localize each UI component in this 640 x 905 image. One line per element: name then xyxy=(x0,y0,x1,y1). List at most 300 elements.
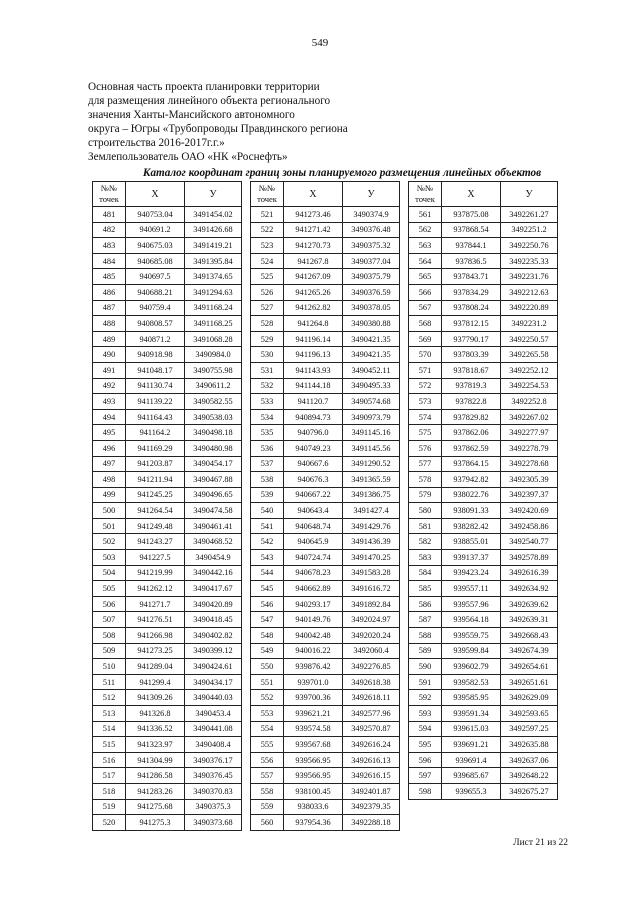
y-coordinate-cell: 3490373.68 xyxy=(185,815,242,831)
y-coordinate-cell: 3492252.12 xyxy=(501,362,558,378)
x-coordinate-cell: 939574.58 xyxy=(284,721,343,737)
x-coordinate-cell: 941219.99 xyxy=(126,565,185,581)
y-coordinate-cell: 3492261.27 xyxy=(501,207,558,223)
x-coordinate-cell: 941211.94 xyxy=(126,472,185,488)
x-coordinate-cell: 941120.7 xyxy=(284,394,343,410)
x-coordinate-cell: 939559.75 xyxy=(442,628,501,644)
x-coordinate-cell: 940645.9 xyxy=(284,534,343,550)
table-row xyxy=(93,518,242,534)
table-row xyxy=(93,440,242,456)
y-coordinate-cell: 3492616.39 xyxy=(501,565,558,581)
x-coordinate-cell: 941275.3 xyxy=(126,815,185,831)
x-coordinate-cell: 940675.03 xyxy=(126,238,185,254)
x-coordinate-cell: 940678.23 xyxy=(284,565,343,581)
table-row xyxy=(251,690,400,706)
x-coordinate-cell: 940688.21 xyxy=(126,284,185,300)
x-coordinate-cell: 941283.26 xyxy=(126,783,185,799)
table-row xyxy=(251,269,400,285)
y-coordinate-cell: 3492250.76 xyxy=(501,238,558,254)
y-coordinate-cell: 3490442.16 xyxy=(185,565,242,581)
table-row xyxy=(409,425,558,441)
table-row xyxy=(409,347,558,363)
point-number-cell: 496 xyxy=(93,440,126,456)
table-row xyxy=(251,783,400,799)
point-number-cell: 583 xyxy=(409,550,442,566)
point-number-cell: 557 xyxy=(251,768,284,784)
y-coordinate-cell: 3490461.41 xyxy=(185,518,242,534)
y-coordinate-cell: 3491395.84 xyxy=(185,253,242,269)
num-header-line2: точек xyxy=(415,194,435,204)
y-coordinate-cell: 3492212.63 xyxy=(501,284,558,300)
point-number-cell: 493 xyxy=(93,394,126,410)
x-coordinate-cell: 939564.18 xyxy=(442,612,501,628)
y-coordinate-cell: 3490408.4 xyxy=(185,737,242,753)
point-number-cell: 527 xyxy=(251,300,284,316)
point-number-cell: 545 xyxy=(251,581,284,597)
point-number-cell: 587 xyxy=(409,612,442,628)
x-coordinate-cell: 940149.76 xyxy=(284,612,343,628)
header-line: для размещения линейного объекта регионального xyxy=(88,95,331,107)
point-number-cell: 500 xyxy=(93,503,126,519)
point-number-cell: 580 xyxy=(409,503,442,519)
point-number-cell: 538 xyxy=(251,472,284,488)
x-coordinate-cell: 941326.8 xyxy=(126,706,185,722)
y-coordinate-cell: 3490418.45 xyxy=(185,612,242,628)
y-coordinate-cell: 3490417.67 xyxy=(185,581,242,597)
point-number-cell: 517 xyxy=(93,768,126,784)
table-row xyxy=(409,394,558,410)
table-row xyxy=(251,581,400,597)
point-number-cell: 589 xyxy=(409,643,442,659)
point-number-cell: 555 xyxy=(251,737,284,753)
y-coordinate-cell: 3492618.11 xyxy=(343,690,400,706)
table-row xyxy=(251,456,400,472)
table-row xyxy=(93,253,242,269)
y-coordinate-cell: 3492267.02 xyxy=(501,409,558,425)
point-number-cell: 495 xyxy=(93,425,126,441)
y-coordinate-cell: 3491426.68 xyxy=(185,222,242,238)
table-row xyxy=(251,487,400,503)
y-coordinate-cell: 3492629.09 xyxy=(501,690,558,706)
point-number-cell: 523 xyxy=(251,238,284,254)
point-number-cell: 482 xyxy=(93,222,126,238)
table-row xyxy=(251,815,400,831)
y-coordinate-cell: 3492379.35 xyxy=(343,799,400,815)
y-coordinate-cell: 3492654.61 xyxy=(501,659,558,675)
num-header-line2: точек xyxy=(99,194,119,204)
num-header-line1: №№ xyxy=(100,183,118,193)
x-coordinate-cell: 941143.93 xyxy=(284,362,343,378)
sheet-footer: Лист 21 из 22 xyxy=(513,838,568,848)
x-coordinate-cell: 940676.3 xyxy=(284,472,343,488)
header-line: значения Ханты-Мансийского автономного xyxy=(88,109,295,121)
table-row xyxy=(251,378,400,394)
x-coordinate-cell: 941266.98 xyxy=(126,628,185,644)
num-column-header xyxy=(93,182,126,207)
point-number-cell: 512 xyxy=(93,690,126,706)
table-row xyxy=(93,783,242,799)
y-coordinate-cell: 3492020.24 xyxy=(343,628,400,644)
x-coordinate-cell: 941169.29 xyxy=(126,440,185,456)
y-coordinate-cell: 3492635.88 xyxy=(501,737,558,753)
point-number-cell: 515 xyxy=(93,737,126,753)
num-column-header xyxy=(251,182,284,207)
x-coordinate-cell: 939591.34 xyxy=(442,706,501,722)
table-header-row xyxy=(251,182,400,207)
x-coordinate-cell: 937818.67 xyxy=(442,362,501,378)
table-row xyxy=(409,440,558,456)
y-coordinate-cell: 3490399.12 xyxy=(185,643,242,659)
y-coordinate-cell: 3492250.57 xyxy=(501,331,558,347)
point-number-cell: 522 xyxy=(251,222,284,238)
table-row xyxy=(409,253,558,269)
point-number-cell: 518 xyxy=(93,783,126,799)
x-column-header: X xyxy=(284,182,343,207)
y-coordinate-cell: 3491168.25 xyxy=(185,316,242,332)
table-row xyxy=(93,752,242,768)
y-coordinate-cell: 3490376.48 xyxy=(343,222,400,238)
coordinates-table-block-3 xyxy=(408,181,558,800)
x-coordinate-cell: 940643.4 xyxy=(284,503,343,519)
table-row xyxy=(409,768,558,784)
point-number-cell: 562 xyxy=(409,222,442,238)
point-number-cell: 598 xyxy=(409,783,442,799)
point-number-cell: 556 xyxy=(251,752,284,768)
y-coordinate-cell: 3491386.75 xyxy=(343,487,400,503)
point-number-cell: 548 xyxy=(251,628,284,644)
point-number-cell: 554 xyxy=(251,721,284,737)
y-coordinate-cell: 3492397.37 xyxy=(501,487,558,503)
point-number-cell: 504 xyxy=(93,565,126,581)
point-number-cell: 567 xyxy=(409,300,442,316)
x-coordinate-cell: 940662.89 xyxy=(284,581,343,597)
y-coordinate-cell: 3490380.88 xyxy=(343,316,400,332)
point-number-cell: 550 xyxy=(251,659,284,675)
table-row xyxy=(251,737,400,753)
point-number-cell: 595 xyxy=(409,737,442,753)
y-coordinate-cell: 3492577.96 xyxy=(343,706,400,722)
table-row xyxy=(409,628,558,644)
y-coordinate-cell: 3491294.63 xyxy=(185,284,242,300)
table-row xyxy=(251,550,400,566)
point-number-cell: 569 xyxy=(409,331,442,347)
y-coordinate-cell: 3490440.03 xyxy=(185,690,242,706)
point-number-cell: 597 xyxy=(409,768,442,784)
table-row xyxy=(251,659,400,675)
x-coordinate-cell: 939599.84 xyxy=(442,643,501,659)
x-coordinate-cell: 941264.54 xyxy=(126,503,185,519)
point-number-cell: 481 xyxy=(93,207,126,223)
table-row xyxy=(251,565,400,581)
x-coordinate-cell: 941249.48 xyxy=(126,518,185,534)
table-row xyxy=(93,347,242,363)
x-coordinate-cell: 941286.58 xyxy=(126,768,185,784)
table-row xyxy=(251,222,400,238)
x-coordinate-cell: 937843.71 xyxy=(442,269,501,285)
point-number-cell: 507 xyxy=(93,612,126,628)
x-coordinate-cell: 938022.76 xyxy=(442,487,501,503)
point-number-cell: 544 xyxy=(251,565,284,581)
y-coordinate-cell: 3492060.4 xyxy=(343,643,400,659)
table-row xyxy=(93,222,242,238)
y-column-header: У xyxy=(343,182,400,207)
table-row xyxy=(93,316,242,332)
point-number-cell: 579 xyxy=(409,487,442,503)
x-coordinate-cell: 939137.37 xyxy=(442,550,501,566)
x-coordinate-cell: 941196.13 xyxy=(284,347,343,363)
table-row xyxy=(251,674,400,690)
y-coordinate-cell: 3492668.43 xyxy=(501,628,558,644)
table-row xyxy=(93,378,242,394)
header-line: округа – Югры «Трубопроводы Правдинского региона xyxy=(88,123,348,135)
y-coordinate-cell: 3490376.59 xyxy=(343,284,400,300)
table-row xyxy=(251,440,400,456)
point-number-cell: 585 xyxy=(409,581,442,597)
y-coordinate-cell: 3490973.79 xyxy=(343,409,400,425)
table-row xyxy=(409,721,558,737)
table-row xyxy=(251,518,400,534)
y-coordinate-cell: 3492252.8 xyxy=(501,394,558,410)
y-coordinate-cell: 3490402.82 xyxy=(185,628,242,644)
x-coordinate-cell: 939701.0 xyxy=(284,674,343,690)
point-number-cell: 592 xyxy=(409,690,442,706)
x-coordinate-cell: 941245.25 xyxy=(126,487,185,503)
x-coordinate-cell: 940918.98 xyxy=(126,347,185,363)
num-column-header xyxy=(409,182,442,207)
x-coordinate-cell: 938100.45 xyxy=(284,783,343,799)
point-number-cell: 568 xyxy=(409,316,442,332)
point-number-cell: 565 xyxy=(409,269,442,285)
point-number-cell: 574 xyxy=(409,409,442,425)
x-coordinate-cell: 938033.6 xyxy=(284,799,343,815)
y-coordinate-cell: 3492024.97 xyxy=(343,612,400,628)
table-row xyxy=(409,550,558,566)
x-coordinate-cell: 937829.82 xyxy=(442,409,501,425)
point-number-cell: 497 xyxy=(93,456,126,472)
y-coordinate-cell: 3492231.76 xyxy=(501,269,558,285)
table-row xyxy=(251,300,400,316)
y-coordinate-cell: 3491470.25 xyxy=(343,550,400,566)
table-row xyxy=(93,721,242,737)
y-coordinate-cell: 3492251.2 xyxy=(501,222,558,238)
x-coordinate-cell: 939566.95 xyxy=(284,752,343,768)
x-coordinate-cell: 937864.15 xyxy=(442,456,501,472)
point-number-cell: 526 xyxy=(251,284,284,300)
point-number-cell: 588 xyxy=(409,628,442,644)
x-coordinate-cell: 940685.08 xyxy=(126,253,185,269)
point-number-cell: 519 xyxy=(93,799,126,815)
x-coordinate-cell: 937862.06 xyxy=(442,425,501,441)
point-number-cell: 581 xyxy=(409,518,442,534)
y-coordinate-cell: 3491454.02 xyxy=(185,207,242,223)
x-column-header: X xyxy=(126,182,185,207)
num-header-line1: №№ xyxy=(258,183,276,193)
point-number-cell: 542 xyxy=(251,534,284,550)
table-row xyxy=(93,581,242,597)
table-row xyxy=(93,394,242,410)
y-coordinate-cell: 3492235.33 xyxy=(501,253,558,269)
x-coordinate-cell: 941227.5 xyxy=(126,550,185,566)
table-row xyxy=(251,394,400,410)
y-coordinate-cell: 3490474.58 xyxy=(185,503,242,519)
point-number-cell: 590 xyxy=(409,659,442,675)
y-coordinate-cell: 3490377.04 xyxy=(343,253,400,269)
table-row xyxy=(409,487,558,503)
point-number-cell: 484 xyxy=(93,253,126,269)
x-coordinate-cell: 937822.8 xyxy=(442,394,501,410)
table-row xyxy=(251,768,400,784)
x-coordinate-cell: 939621.21 xyxy=(284,706,343,722)
table-row xyxy=(409,581,558,597)
point-number-cell: 596 xyxy=(409,752,442,768)
table-row xyxy=(409,659,558,675)
y-coordinate-cell: 3492458.86 xyxy=(501,518,558,534)
y-column-header: У xyxy=(501,182,558,207)
point-number-cell: 541 xyxy=(251,518,284,534)
x-coordinate-cell: 937834.29 xyxy=(442,284,501,300)
y-coordinate-cell: 3492639.31 xyxy=(501,612,558,628)
x-coordinate-cell: 939585.95 xyxy=(442,690,501,706)
x-coordinate-cell: 938282.42 xyxy=(442,518,501,534)
y-coordinate-cell: 3491892.84 xyxy=(343,596,400,612)
point-number-cell: 531 xyxy=(251,362,284,378)
point-number-cell: 514 xyxy=(93,721,126,737)
y-coordinate-cell: 3492634.92 xyxy=(501,581,558,597)
y-coordinate-cell: 3490375.79 xyxy=(343,269,400,285)
x-coordinate-cell: 939655.3 xyxy=(442,783,501,799)
num-header-line2: точек xyxy=(257,194,277,204)
y-coordinate-cell: 3490453.4 xyxy=(185,706,242,722)
x-coordinate-cell: 941196.14 xyxy=(284,331,343,347)
point-number-cell: 498 xyxy=(93,472,126,488)
y-coordinate-cell: 3490611.2 xyxy=(185,378,242,394)
table-row xyxy=(251,799,400,815)
table-row xyxy=(93,472,242,488)
point-number-cell: 528 xyxy=(251,316,284,332)
point-number-cell: 509 xyxy=(93,643,126,659)
x-coordinate-cell: 937875.08 xyxy=(442,207,501,223)
table-row xyxy=(409,300,558,316)
point-number-cell: 489 xyxy=(93,331,126,347)
x-coordinate-cell: 941309.26 xyxy=(126,690,185,706)
table-row xyxy=(409,752,558,768)
y-coordinate-cell: 3490374.9 xyxy=(343,207,400,223)
y-coordinate-cell: 3491427.4 xyxy=(343,503,400,519)
table-row xyxy=(93,659,242,675)
x-coordinate-cell: 939691.21 xyxy=(442,737,501,753)
y-coordinate-cell: 3492637.06 xyxy=(501,752,558,768)
point-number-cell: 559 xyxy=(251,799,284,815)
point-number-cell: 543 xyxy=(251,550,284,566)
point-number-cell: 578 xyxy=(409,472,442,488)
point-number-cell: 570 xyxy=(409,347,442,363)
y-coordinate-cell: 3492278.68 xyxy=(501,456,558,472)
point-number-cell: 566 xyxy=(409,284,442,300)
point-number-cell: 537 xyxy=(251,456,284,472)
point-number-cell: 549 xyxy=(251,643,284,659)
point-number-cell: 547 xyxy=(251,612,284,628)
table-row xyxy=(409,706,558,722)
table-row xyxy=(251,721,400,737)
y-coordinate-cell: 3492278.79 xyxy=(501,440,558,456)
y-coordinate-cell: 3490468.52 xyxy=(185,534,242,550)
y-coordinate-cell: 3492593.65 xyxy=(501,706,558,722)
table-row xyxy=(93,737,242,753)
x-coordinate-cell: 941267.09 xyxy=(284,269,343,285)
y-coordinate-cell: 3491583.28 xyxy=(343,565,400,581)
y-coordinate-cell: 3492674.39 xyxy=(501,643,558,659)
y-coordinate-cell: 3490376.45 xyxy=(185,768,242,784)
point-number-cell: 536 xyxy=(251,440,284,456)
x-coordinate-cell: 939615.03 xyxy=(442,721,501,737)
x-coordinate-cell: 941270.73 xyxy=(284,238,343,254)
y-coordinate-cell: 3492265.58 xyxy=(501,347,558,363)
y-coordinate-cell: 3491419.21 xyxy=(185,238,242,254)
table-row xyxy=(409,378,558,394)
y-coordinate-cell: 3492305.39 xyxy=(501,472,558,488)
table-row xyxy=(409,596,558,612)
y-coordinate-cell: 3490370.83 xyxy=(185,783,242,799)
y-coordinate-cell: 3492675.27 xyxy=(501,783,558,799)
x-coordinate-cell: 939557.11 xyxy=(442,581,501,597)
x-coordinate-cell: 937954.36 xyxy=(284,815,343,831)
table-row xyxy=(93,550,242,566)
point-number-cell: 510 xyxy=(93,659,126,675)
y-coordinate-cell: 3492288.18 xyxy=(343,815,400,831)
table-row xyxy=(93,674,242,690)
table-row xyxy=(251,238,400,254)
point-number-cell: 558 xyxy=(251,783,284,799)
y-coordinate-cell: 3491365.59 xyxy=(343,472,400,488)
table-row xyxy=(409,284,558,300)
x-coordinate-cell: 941273.25 xyxy=(126,643,185,659)
point-number-cell: 540 xyxy=(251,503,284,519)
table-row xyxy=(93,409,242,425)
table-header-row xyxy=(409,182,558,207)
y-coordinate-cell: 3492277.97 xyxy=(501,425,558,441)
table-row xyxy=(409,472,558,488)
x-coordinate-cell: 940808.57 xyxy=(126,316,185,332)
table-row xyxy=(251,596,400,612)
table-row xyxy=(409,238,558,254)
x-column-header: X xyxy=(442,182,501,207)
point-number-cell: 535 xyxy=(251,425,284,441)
table-row xyxy=(93,362,242,378)
x-coordinate-cell: 941164.2 xyxy=(126,425,185,441)
x-coordinate-cell: 937812.15 xyxy=(442,316,501,332)
header-line: Основная часть проекта планировки территории xyxy=(88,81,320,93)
y-coordinate-cell: 3492618.38 xyxy=(343,674,400,690)
x-coordinate-cell: 941130.74 xyxy=(126,378,185,394)
x-coordinate-cell: 940871.2 xyxy=(126,331,185,347)
point-number-cell: 553 xyxy=(251,706,284,722)
table-row xyxy=(251,503,400,519)
y-coordinate-cell: 3490574.68 xyxy=(343,394,400,410)
y-coordinate-cell: 3490984.0 xyxy=(185,347,242,363)
y-coordinate-cell: 3492570.87 xyxy=(343,721,400,737)
table-row xyxy=(93,612,242,628)
y-coordinate-cell: 3491068.28 xyxy=(185,331,242,347)
point-number-cell: 505 xyxy=(93,581,126,597)
point-number-cell: 532 xyxy=(251,378,284,394)
point-number-cell: 572 xyxy=(409,378,442,394)
table-row xyxy=(251,628,400,644)
point-number-cell: 511 xyxy=(93,674,126,690)
table-row xyxy=(251,253,400,269)
page-number: 549 xyxy=(311,37,329,49)
table-row xyxy=(251,284,400,300)
point-number-cell: 546 xyxy=(251,596,284,612)
